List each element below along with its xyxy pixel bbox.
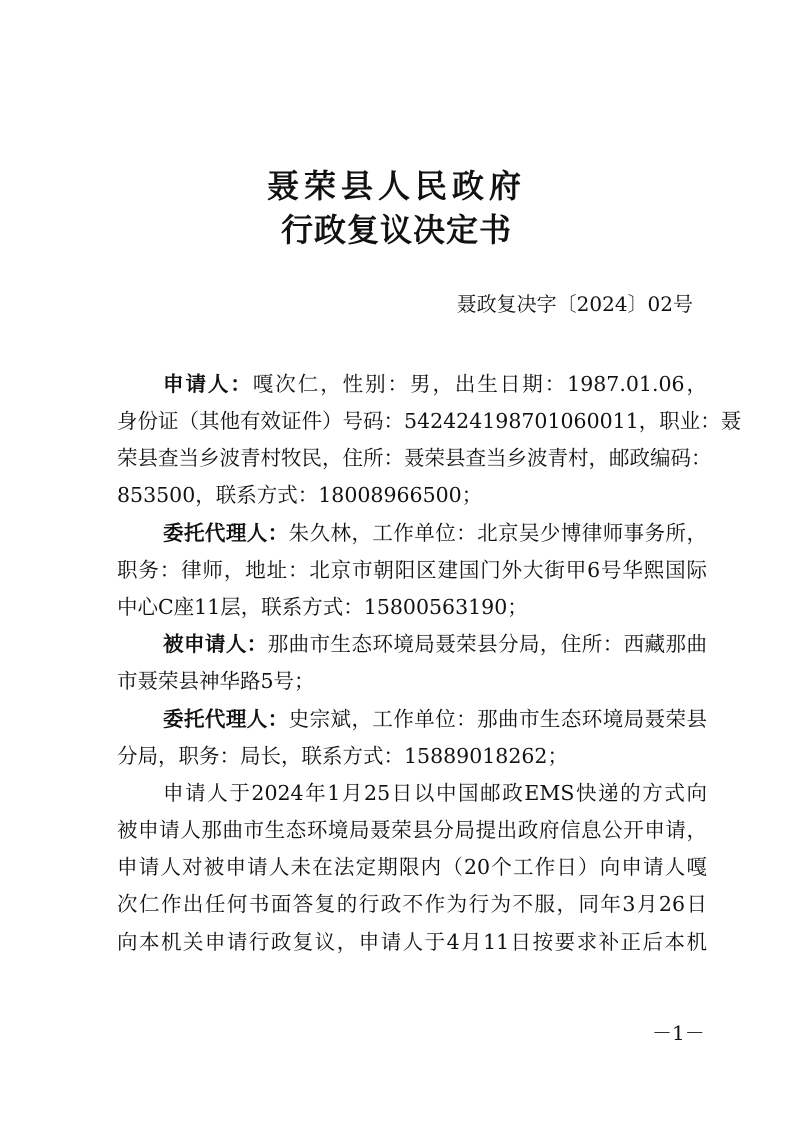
applicant-line-3: 荣县查当乡波青村牧民，住所：聂荣县查当乡波青村，邮政编码： — [117, 446, 712, 470]
applicant-text-1: 嘎次仁，性别：男，出生日期：1987.01.06， — [252, 372, 708, 396]
respondent-line-1 — [163, 629, 707, 659]
applicant-agent-line-3: 中心C座11层，联系方式：15800563190； — [117, 595, 528, 619]
body-line-1: 申请人于2024年1月25日以中国邮政EMS快递的方式向 — [163, 781, 707, 805]
applicant-agent-text-1: 朱久林，工作单位：北京吴少博律师事务所， — [288, 521, 707, 545]
respondent-agent-label: 委托代理人： — [163, 707, 289, 731]
page-number: －1－ — [652, 1021, 705, 1045]
respondent-label: 被申请人： — [163, 632, 268, 656]
applicant-line-4: 853500，联系方式：18008966500； — [117, 483, 483, 507]
issuing-authority-title: 聂荣县人民政府 — [266, 167, 526, 205]
respondent-agent-line-2: 分局，职务：局长，联系方式：15889018262； — [117, 744, 568, 768]
applicant-agent-line-2: 职务：律师，地址：北京市朝阳区建国门外大街甲6号华熙国际 — [117, 558, 707, 582]
applicant-agent-line-1 — [163, 518, 707, 548]
respondent-text-1: 那曲市生态环境局聂荣县分局，住所：西藏那曲 — [267, 632, 708, 656]
applicant-agent-label: 委托代理人： — [163, 521, 289, 545]
applicant-line-2: 身份证（其他有效证件）号码：542424198701060011，职业：聂 — [117, 409, 742, 433]
body-line-3: 申请人对被申请人未在法定期限内（20个工作日）向申请人嘎 — [117, 855, 707, 879]
body-line-2: 被申请人那曲市生态环境局聂荣县分局提出政府信息公开申请， — [117, 818, 707, 842]
respondent-agent-line-1 — [163, 704, 707, 734]
document-number: 聂政复决字〔2024〕02号 — [456, 292, 693, 316]
applicant-line-1 — [163, 369, 707, 399]
document-title: 行政复议决定书 — [280, 211, 512, 249]
body-line-4: 次仁作出任何书面答复的行政不作为行为不服，同年3月26日 — [117, 892, 707, 916]
body-line-5: 向本机关申请行政复议，申请人于4月11日按要求补正后本机 — [117, 930, 707, 954]
applicant-label: 申请人： — [163, 372, 253, 396]
respondent-agent-text-1: 史宗斌，工作单位：那曲市生态环境局聂荣县 — [288, 707, 707, 731]
respondent-line-2: 市聂荣县神华路5号； — [117, 669, 315, 693]
